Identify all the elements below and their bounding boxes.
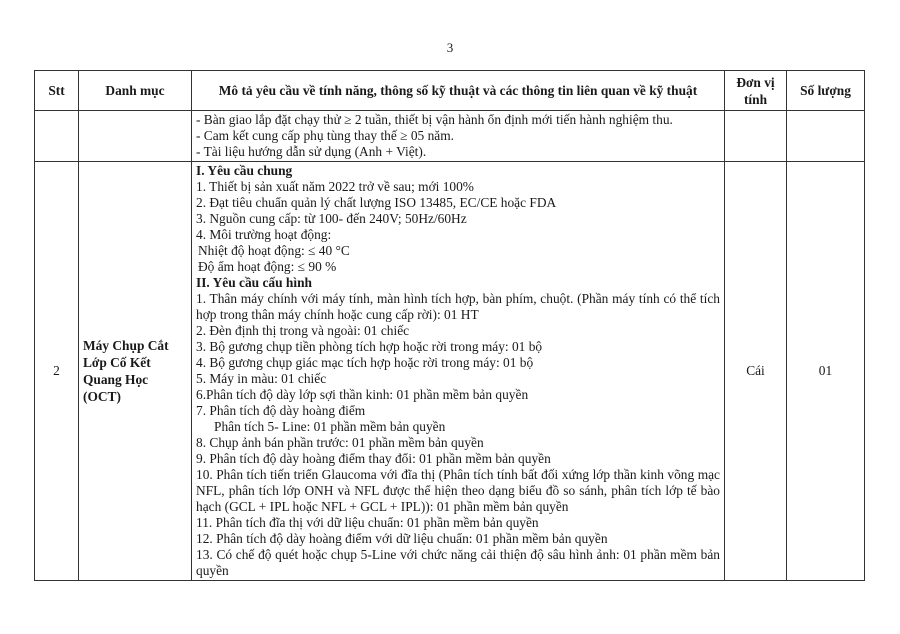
spec-line: Nhiệt độ hoạt động: ≤ 40 °C (198, 243, 350, 258)
text-line: - Tài liệu hướng dẫn sử dụng (Anh + Việt). (196, 144, 427, 159)
spec-line: 3. Nguồn cung cấp: từ 100- đến 240V; 50Hz/60Hz (196, 211, 467, 226)
header-category: Danh mục (79, 71, 192, 111)
spec-line: 4. Bộ gương chụp giác mạc tích hợp hoặc rời trong máy: 01 bộ (196, 355, 534, 370)
spec-line: 7. Phân tích độ dày hoàng điểm (196, 403, 366, 418)
cell-quantity-empty (787, 111, 865, 162)
spec-line: 9. Phân tích độ dày hoàng điểm thay đổi: 01 phần mềm bản quyền (196, 451, 551, 466)
cell-stt-empty (35, 111, 79, 162)
spec-line: 10. Phân tích tiến triển Glaucoma với đĩa thị (Phân tích tính bất đối xứng lớp thần kinh võng mạc NFL, phân tích lớp ONH và NFL được thể hiện theo dạng biểu đồ so sánh, phân tích lớp tế bào hạch (GCL + IPL hoặc NFL + GCL + IPL)): 01 phần mềm bản quyền (196, 467, 720, 514)
specification-table (34, 70, 865, 581)
spec-line: 13. Có chế độ quét hoặc chụp 5-Line với chức năng cải thiện độ sâu hình ảnh: 01 phần mềm bản quyền (196, 547, 720, 578)
spec-line: 1. Thiết bị sản xuất năm 2022 trở về sau; mới 100% (196, 179, 474, 194)
header-stt: Stt (35, 71, 79, 111)
cell-stt: 2 (35, 162, 79, 581)
spec-line: 4. Môi trường hoạt động: (196, 227, 332, 242)
page-number: 3 (446, 40, 454, 55)
spec-line: 2. Đèn định thị trong và ngoài: 01 chiếc (196, 323, 410, 338)
section-title: II. Yêu cầu cấu hình (196, 275, 312, 290)
cell-description-continuation (192, 111, 725, 162)
text-line: - Bàn giao lắp đặt chạy thử ≥ 2 tuần, thiết bị vận hành ổn định mới tiến hành nghiệm thu. (196, 112, 673, 127)
cell-unit-empty (725, 111, 787, 162)
cell-category-empty (79, 111, 192, 162)
spec-line: 11. Phân tích đĩa thị với dữ liệu chuẩn: 01 phần mềm bản quyền (196, 515, 539, 530)
cell-unit: Cái (725, 162, 787, 581)
spec-line: 6.Phân tích độ dày lớp sợi thần kinh: 01 phần mềm bản quyền (196, 387, 529, 402)
spec-line: 1. Thân máy chính với máy tính, màn hình tích hợp, bàn phím, chuột. (Phần máy tính có thể tích hợp trong thân máy chính hoặc cung cấp rời): 01 HT (196, 291, 720, 322)
table-row-item-2 (35, 162, 865, 581)
table-header-row (35, 71, 865, 111)
header-quantity: Số lượng (787, 71, 865, 111)
cell-category: Máy Chụp Cắt Lớp Cố Kết Quang Học (OCT) (79, 162, 192, 581)
spec-line: 5. Máy in màu: 01 chiếc (196, 371, 327, 386)
spec-line: 3. Bộ gương chụp tiền phòng tích hợp hoặc rời trong máy: 01 bộ (196, 339, 543, 354)
cell-description (192, 162, 725, 581)
spec-line: 12. Phân tích độ dày hoàng điểm với dữ liệu chuẩn: 01 phần mềm bản quyền (196, 531, 608, 546)
table-row-continuation (35, 111, 865, 162)
spec-line: 8. Chụp ảnh bán phần trước: 01 phần mềm bản quyền (196, 435, 484, 450)
cell-quantity: 01 (787, 162, 865, 581)
spec-line: Độ ẩm hoạt động: ≤ 90 % (198, 259, 337, 274)
spec-line: 2. Đạt tiêu chuẩn quản lý chất lượng ISO 13485, EC/CE hoặc FDA (196, 195, 557, 210)
text-line: - Cam kết cung cấp phụ tùng thay thế ≥ 05 năm. (196, 128, 454, 143)
header-unit: Đơn vị tính (725, 71, 787, 111)
header-description: Mô tả yêu cầu về tính năng, thông số kỹ thuật và các thông tin liên quan về kỹ thuật (192, 71, 725, 111)
section-title: I. Yêu cầu chung (196, 163, 293, 178)
spec-line: Phân tích 5- Line: 01 phần mềm bản quyền (214, 419, 446, 434)
